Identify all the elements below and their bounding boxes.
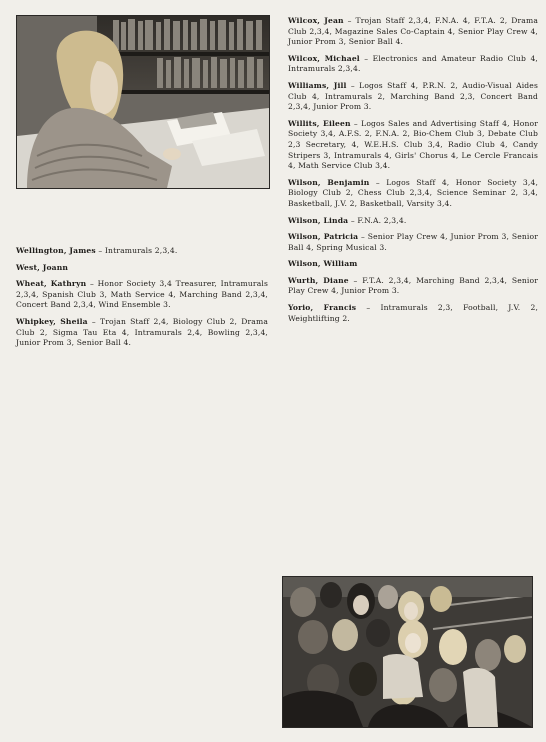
left-column [16,246,268,355]
separator: – [350,118,362,128]
student-entry [288,303,538,324]
student-entry [288,232,538,253]
separator: – [86,279,98,289]
student-entry [16,317,268,349]
student-entry [288,259,538,270]
student-name: Yorio, Francis [288,303,357,313]
separator: – [95,246,105,255]
student-entry [16,279,268,311]
student-entry [16,263,268,274]
student-name: Wurth, Diane [288,275,349,285]
student-name: Wilcox, Michael [288,53,360,63]
student-activities: Senior Play Crew 4, Junior Prom 3, Senior Ball 4, Spring Musical 3. [288,232,539,252]
separator: – [369,177,387,187]
student-reading-photo [16,15,270,189]
student-activities: Trojan Staff 2,4, Biology Club 2, Drama Club 2, Sigma Tau Eta 4, Intramurals 2,4, Bowling 2,3,4, Junior Prom 3, Senior Ball 4. [16,316,268,348]
student-activities: Intramurals 2,3,4. [104,246,178,255]
student-entry [288,178,538,210]
right-column [288,16,538,330]
student-name: Wilson, William [288,259,358,269]
student-activities: Logos Staff 4, Honor Society 3,4, Biology Club 2, Chess Club 2,3,4, Science Seminar 2, 3,4, Basketball, J.V. 2, Basketball, Varsity 3,4. [288,177,539,208]
student-activities: F.T.A. 2,3,4, Marching Band 2,3,4, Senior Play Crew 4, Junior Prom 3. [288,275,538,296]
separator: – [343,16,356,25]
student-name: Wellington, James [16,246,96,255]
student-name: Whipkey, Sheila [16,316,88,326]
student-activities: Intramurals 2,3, Football, J.V. 2, Weightlifting 2. [288,303,539,323]
student-entry [288,276,538,297]
student-name: Wilson, Benjamin [288,177,370,187]
separator: – [346,80,360,90]
student-name: Williams, Jill [288,80,347,90]
student-name: Wilcox, Jean [288,16,344,25]
separator: – [359,53,373,63]
student-activities: Electronics and Amateur Radio Club 4, Intramurals 2,3,4. [288,53,538,74]
separator: – [348,215,358,225]
separator: – [356,303,381,313]
student-entry [288,81,538,113]
student-activities: Trojan Staff 2,3,4, F.N.A. 4, F.T.A. 2, Drama Club 2,3,4, Magazine Sales Co-Captain 4, Senior Play Crew 4, Junior Prom 3, Senior Ball 4. [288,16,539,47]
student-name: Wheat, Kathryn [16,279,87,289]
student-activities: Honor Society 3,4 Treasurer, Intramurals 2,3,4, Spanish Club 3, Math Service 4, Marching Band 2,3,4, Concert Band 2,3,4, Wind Ensemble 3. [16,279,268,310]
student-entry [288,16,538,48]
separator: – [358,232,368,242]
student-name: Wilson, Linda [288,215,349,225]
student-name: Wilson, Patricia [288,232,359,242]
student-name: Willits, Eileen [288,118,351,128]
student-activities: F.N.A. 2,3,4. [357,215,407,225]
student-entry [288,54,538,75]
student-entry [288,216,538,227]
separator: – [348,275,363,285]
student-entry [16,246,268,257]
student-name: West, Joann [16,262,69,272]
separator: – [87,316,101,326]
students-group-illustration [283,577,532,727]
students-bleachers-photo [282,576,533,728]
student-activities: Logos Staff 4, P.R.N. 2, Audio-Visual Aides Club 4, Intramurals 2, Marching Band 2,3, Concert Band 2,3,4, Junior Prom 3. [288,80,538,112]
student-reading-illustration [17,16,269,188]
student-activities: Logos Sales and Advertising Staff 4, Honor Society 3,4, A.F.S. 2, F.N.A. 2, Bio-Chem Club 3, Debate Club 2,3 Secretary, 4, W.E.H.S. Club 3,4, Radio Club 4, Candy Stripers 3, Intramurals 4, Girls' Chorus 4, Le Cercle Francais 4, Math Service Club 3,4. [288,118,539,171]
student-entry [288,119,538,172]
